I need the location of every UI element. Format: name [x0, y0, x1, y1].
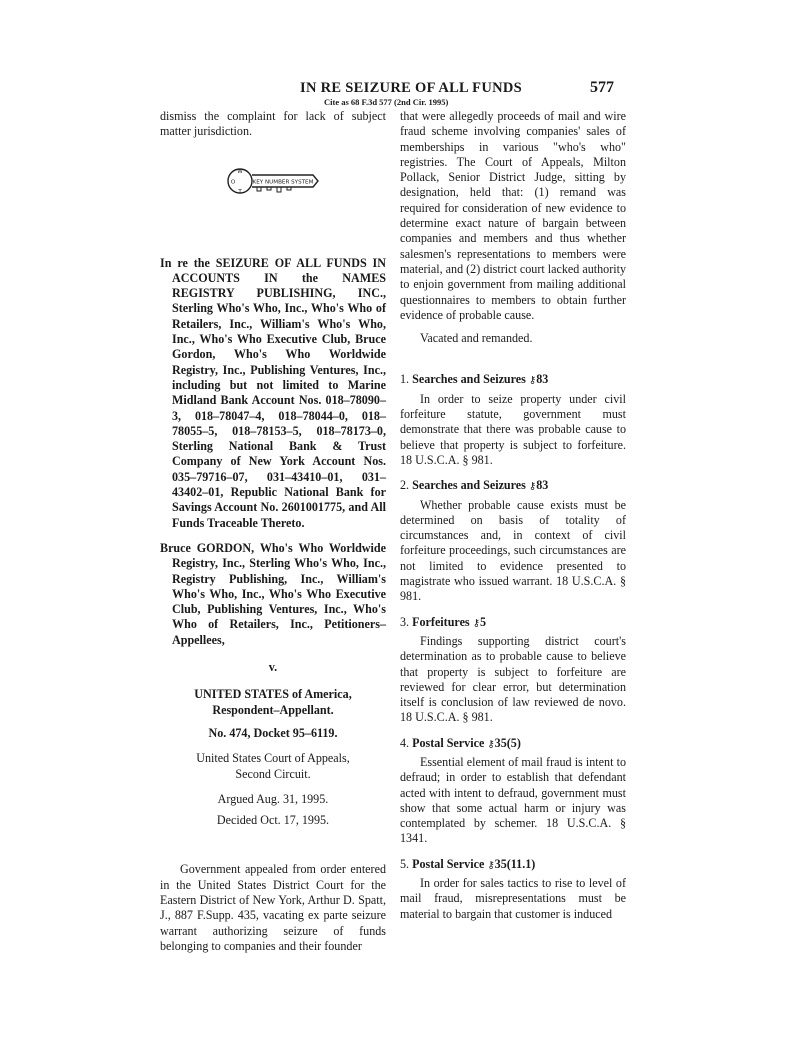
svg-text:O: O — [230, 179, 236, 186]
key-icon: ⚷ — [528, 375, 537, 387]
case-caption-petitioners: Bruce GORDON, Who's Who Worldwide Registry, Inc., Sterling Who's Who, Inc., Registry Publishing, Inc., William's Who's Who, Inc., Who's Who Executive Club, Publishing Ventures, Inc., Who's Who of Retailers, Inc., Petitioners–Appellees, — [160, 540, 386, 647]
headnote — [400, 736, 626, 847]
headnote-text: Whether probable cause exists must be determined on basis of totality of circumstances and, in context of civil forfeiture proceedings, such circumstances are not limited to evidence presented to magistrate who issued warrant. 18 U.S.C.A. § 981. — [400, 497, 626, 604]
key-icon: ⚷ — [528, 481, 537, 493]
headnote-key: 83 — [536, 372, 549, 387]
key-logo-label: KEY NUMBER SYSTEM — [252, 179, 314, 186]
headnote-title — [400, 857, 626, 873]
key-icon: ⚷ — [487, 859, 495, 871]
key-icon: ⚷ — [487, 738, 495, 750]
key-icon: ⚷ — [472, 617, 481, 629]
headnote-text: Essential element of mail fraud is intent to defraud; in order to establish that defendant acted with intent to defraud, government must show that some actual harm or injury was contemplated by schemer. 18 U.S.C.A. § 1341. — [400, 754, 626, 846]
headnote-number: 1. — [400, 372, 410, 387]
svg-text:T: T — [238, 188, 242, 195]
key-icon — [225, 160, 321, 202]
right-column — [400, 109, 626, 922]
synopsis-continued: that were allegedly proceeds of mail and wire fraud scheme involving companies' sales of memberships in various "who's who" registries. The Court of Appeals, Milton Pollack, Senior District Judge, sitting by designation, held that: (1) remand was required for consideration of new evidence to determine exact nature of bargain between companies and members and thus whether salesmen's representations to members were material, and (2) district court lacked authority to enjoin government from mailing additional questionnaires to members to obtain further evidence of probable cause. — [400, 109, 627, 322]
respondent-name: UNITED STATES of America, — [194, 687, 352, 702]
left-column — [160, 109, 386, 954]
citation-line: Cite as 68 F.3d 577 (2nd Cir. 1995) — [324, 97, 449, 107]
decided-date: Decided Oct. 17, 1995. — [216, 813, 330, 828]
headnote-number: 3. — [400, 614, 410, 629]
headnote-title — [400, 372, 626, 388]
headnote-title — [400, 615, 626, 631]
versus-label: v. — [268, 660, 278, 675]
running-head-title: IN RE SEIZURE OF ALL FUNDS — [300, 80, 522, 96]
headnote — [400, 478, 626, 604]
headnote-number: 5. — [400, 856, 410, 871]
continuation-text: dismiss the complaint for lack of subject matter jurisdiction. — [160, 109, 386, 139]
court-line-1: United States Court of Appeals, — [196, 751, 350, 766]
key-number-logo — [160, 160, 386, 202]
headnote-topic: Postal Service — [412, 856, 485, 871]
synopsis-start: Government appealed from order entered in the United States District Court for the Eastern District of New York, Arthur D. Spatt, J., 887 F.Supp. 435, vacating ex parte seizure warrant authorizing seizure of funds belonging to companies and their founder — [160, 862, 386, 953]
court-name — [160, 751, 386, 782]
disposition: Vacated and remanded. — [420, 331, 533, 346]
headnote-title — [400, 736, 626, 752]
headnote-topic: Searches and Seizures — [412, 478, 526, 493]
respondent-role: Respondent–Appellant. — [212, 702, 334, 717]
headnote-number: 4. — [400, 735, 410, 750]
headnote-text: Findings supporting district court's determination as to probable cause to believe that property is subject to forfeiture are reviewed for clear error, but determination itself is conclusion of law reviewed de novo. 18 U.S.C.A. § 981. — [400, 633, 626, 725]
headnote — [400, 372, 626, 468]
case-caption-in-re: In re the SEIZURE OF ALL FUNDS IN ACCOUNTS IN the NAMES REGISTRY PUBLISHING, INC., Sterling Who's Who, Inc., Who's Who of Retailers, Inc., William's Who's Who, Inc., Who's Who Executive Club, Bruce Gordon, Who's Who Worldwide Registry, Inc., Publishing Ventures, Inc., including but not limited to Marine Midland Bank Account Nos. 018–78090–3, 018–78047–4, 018–78044–0, 018–78055–5, 018–78153–5, 018–78173–0, Sterling National Bank & Trust Company of New York Account Nos. 035–79716–07, 031–43410–01, 031–43402–01, Republic National Bank for Savings Account No. 2601001775, and All Funds Traceable Thereto. — [160, 255, 386, 530]
argued-date: Argued Aug. 31, 1995. — [217, 791, 329, 806]
headnote-topic: Forfeitures — [412, 614, 470, 629]
svg-text:W: W — [237, 168, 243, 175]
headnote-topic: Searches and Seizures — [412, 372, 526, 387]
headnote-text: In order to seize property under civil forfeiture statute, government must demonstrate that there was probable cause to believe that property is subject to forfeiture. 18 U.S.C.A. § 981. — [400, 391, 626, 467]
headnote-number: 2. — [400, 478, 410, 493]
page-number: 577 — [590, 79, 614, 96]
headnote-key: 35(5) — [494, 735, 521, 750]
headnote — [400, 615, 626, 726]
docket-number: No. 474, Docket 95–6119. — [208, 725, 338, 740]
headnote-text: In order for sales tactics to rise to level of mail fraud, misrepresentations must be material to bargain that customer is induced — [400, 876, 626, 921]
court-line-2: Second Circuit. — [235, 766, 311, 781]
headnote-key: 5 — [480, 614, 487, 629]
headnote-title — [400, 478, 626, 494]
headnote-key: 83 — [536, 478, 549, 493]
headnote-topic: Postal Service — [412, 735, 485, 750]
headnote — [400, 857, 626, 922]
respondent-block — [160, 687, 386, 718]
headnote-key: 35(11.1) — [494, 856, 536, 871]
